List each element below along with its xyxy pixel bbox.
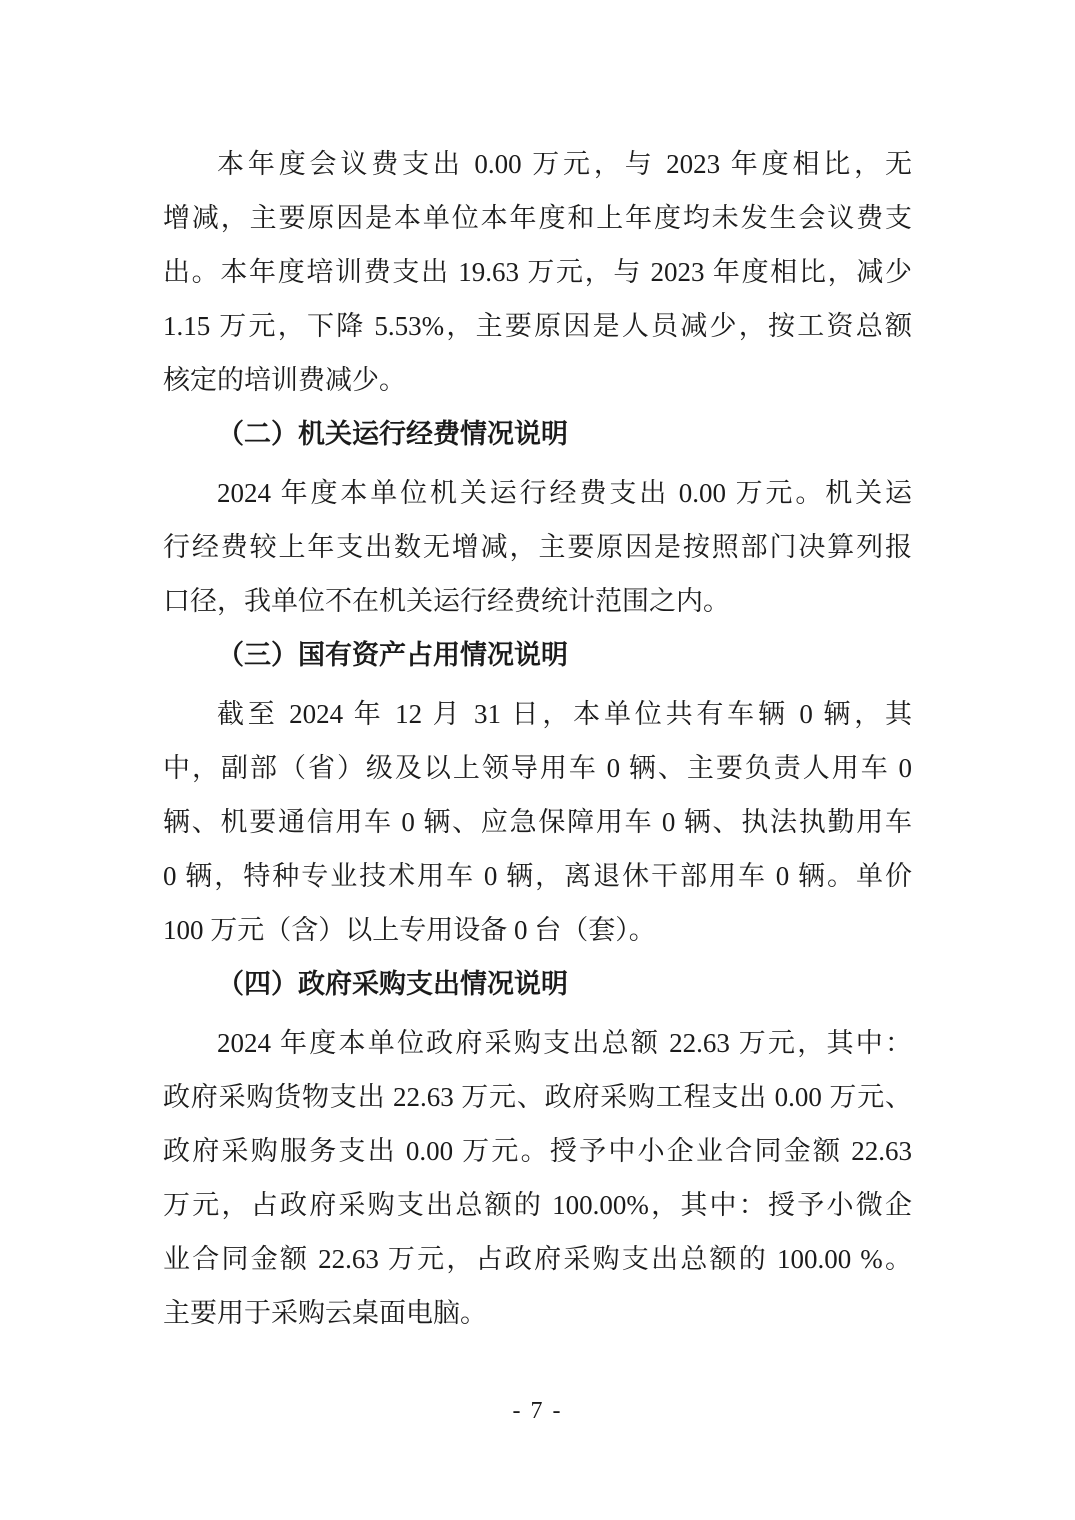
paragraph-line: 主要用于采购云桌面电脑。 [163, 1298, 487, 1328]
paragraph-line: 口径，我单位不在机关运行经费统计范围之内。 [163, 586, 730, 616]
paragraph-line: 增减，主要原因是本单位本年度和上年度均未发生会议费支 [163, 203, 912, 233]
paragraph-line: 政府采购服务支出 0.00 万元。授予中小企业合同金额 22.63 [163, 1136, 912, 1166]
document-body [163, 137, 912, 1340]
paragraph-line: 行经费较上年支出数无增减，主要原因是按照部门决算列报 [163, 532, 912, 562]
paragraph-line: 业合同金额 22.63 万元，占政府采购支出总额的 100.00 %。 [163, 1244, 912, 1274]
paragraph-line: 1.15 万元，下降 5.53%，主要原因是人员减少，按工资总额 [163, 311, 912, 341]
paragraph-line: 100 万元（含）以上专用设备 0 台（套）。 [163, 915, 656, 945]
paragraph-line: 核定的培训费减少。 [163, 365, 406, 395]
paragraph-line: 出。本年度培训费支出 19.63 万元，与 2023 年度相比，减少 [163, 257, 912, 287]
paragraph-line: 辆、机要通信用车 0 辆、应急保障用车 0 辆、执法执勤用车 [163, 807, 912, 837]
section-heading: （四）政府采购支出情况说明 [217, 969, 568, 999]
page-number: - 7 - [512, 1398, 563, 1424]
paragraph-line: 2024 年度本单位机关运行经费支出 0.00 万元。机关运 [217, 478, 912, 508]
paragraph-line: 0 辆，特种专业技术用车 0 辆，离退休干部用车 0 辆。单价 [163, 861, 912, 891]
paragraph-line: 政府采购货物支出 22.63 万元、政府采购工程支出 0.00 万元、 [163, 1082, 912, 1112]
section-heading: （三）国有资产占用情况说明 [217, 640, 568, 670]
page-footer [0, 1398, 1075, 1425]
paragraph-line: 万元，占政府采购支出总额的 100.00%，其中：授予小微企 [163, 1190, 912, 1220]
section-heading: （二）机关运行经费情况说明 [217, 419, 568, 449]
paragraph-line: 本年度会议费支出 0.00 万元，与 2023 年度相比，无 [217, 149, 912, 179]
paragraph-line: 中，副部（省）级及以上领导用车 0 辆、主要负责人用车 0 [163, 753, 912, 783]
paragraph-line: 截至 2024 年 12 月 31 日，本单位共有车辆 0 辆，其 [217, 699, 912, 729]
paragraph-line: 2024 年度本单位政府采购支出总额 22.63 万元，其中： [217, 1028, 912, 1058]
